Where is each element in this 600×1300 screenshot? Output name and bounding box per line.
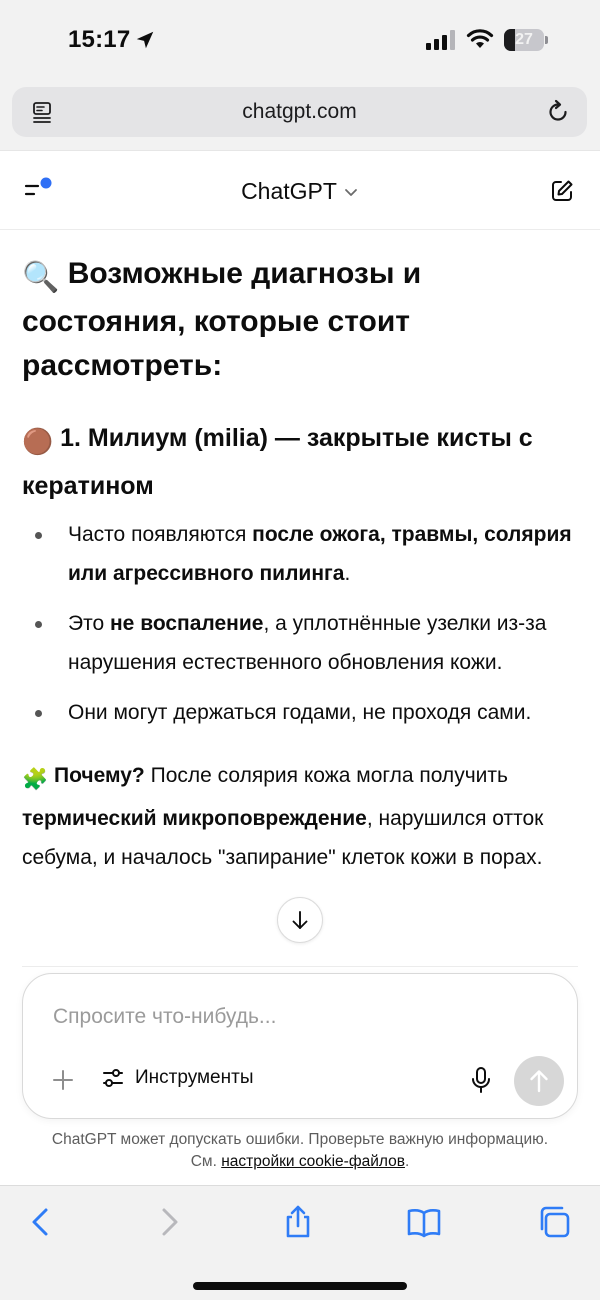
bullet-list [22, 515, 582, 743]
battery-icon [504, 29, 548, 51]
share-icon[interactable] [280, 1204, 316, 1240]
puzzle-emoji-icon: 🧩 [22, 768, 49, 791]
brown-circle-emoji-icon: 🟤 [22, 428, 54, 456]
model-selector[interactable] [0, 178, 600, 205]
prompt-input[interactable] [53, 1000, 533, 1034]
why-paragraph [22, 756, 580, 877]
disclaimer-see: См. [190, 1153, 222, 1170]
why-label: Почему? [54, 764, 145, 787]
bullet-text: . [344, 562, 351, 585]
subheading-text: 1. Милиум (milia) — закрытые кисты с кератином [22, 424, 533, 500]
location-arrow-icon [134, 29, 156, 51]
send-arrow-icon [527, 1068, 551, 1094]
bullet-bold: не воспаление [110, 612, 264, 635]
new-chat-icon[interactable] [550, 179, 574, 203]
heading-text: Возможные диагнозы и состояния, которые стоит рассмотреть: [22, 257, 422, 382]
bullet-text: Это [68, 612, 110, 635]
bullet-text: Они могут держаться годами, не проходя сами. [68, 701, 532, 724]
list-item [22, 604, 582, 682]
forward-icon[interactable] [152, 1204, 188, 1240]
why-text: После солярия кожа могла получить [144, 764, 508, 787]
tools-sliders-icon [101, 1066, 125, 1090]
app-title: ChatGPT [241, 178, 337, 204]
why-bold: термический микроповреждение [22, 807, 367, 830]
bullet-bold: после ожога, травмы, солярия или агрессивного пилинга [68, 523, 572, 585]
disclaimer-line [0, 1151, 600, 1173]
tools-label: Инструменты [135, 1067, 254, 1088]
why-text: , нарушился отток себума, и началось "запирание" клеток кожи в порах. [22, 807, 544, 869]
status-bar [0, 0, 600, 80]
disclaimer-line: ChatGPT может допускать ошибки. Проверьте важную информацию. [51, 1131, 549, 1148]
cookie-settings-link[interactable]: настройки cookie-файлов [221, 1153, 405, 1170]
tools-button[interactable] [101, 1066, 253, 1090]
reader-icon[interactable] [30, 100, 54, 124]
home-indicator [193, 1282, 407, 1290]
bullet-text: Часто появляются [68, 523, 253, 546]
bookmarks-icon[interactable] [406, 1204, 442, 1240]
tabs-icon[interactable] [536, 1204, 572, 1240]
mic-icon[interactable] [469, 1066, 493, 1094]
battery-percent: 27 [515, 31, 533, 48]
chat-message [0, 230, 600, 967]
signal-icon [426, 30, 458, 50]
url-text[interactable]: chatgpt.com [242, 100, 357, 123]
composer-area [0, 967, 600, 1185]
reload-icon[interactable] [545, 99, 571, 125]
arrow-down-icon [289, 909, 311, 931]
scroll-to-bottom-button[interactable] [277, 897, 323, 943]
disclaimer-end: . [404, 1153, 410, 1170]
browser-toolbar [0, 1185, 600, 1300]
list-item [22, 693, 582, 732]
message-subheading [22, 416, 582, 508]
back-icon[interactable] [22, 1204, 58, 1240]
app-header [0, 150, 600, 230]
wifi-icon [466, 28, 494, 50]
magnifier-emoji-icon: 🔍 [22, 261, 60, 294]
list-item [22, 515, 582, 593]
message-heading [22, 252, 582, 388]
chevron-down-icon [343, 184, 359, 200]
plus-icon[interactable] [51, 1068, 75, 1092]
disclaimer [0, 1129, 600, 1173]
send-button[interactable] [514, 1056, 564, 1106]
address-bar[interactable] [12, 87, 587, 137]
status-time: 15:17 [68, 26, 131, 53]
composer [22, 973, 578, 1119]
bullet-text: , а уплотнённые узелки из-за нарушения естественного обновления кожи. [68, 612, 547, 674]
